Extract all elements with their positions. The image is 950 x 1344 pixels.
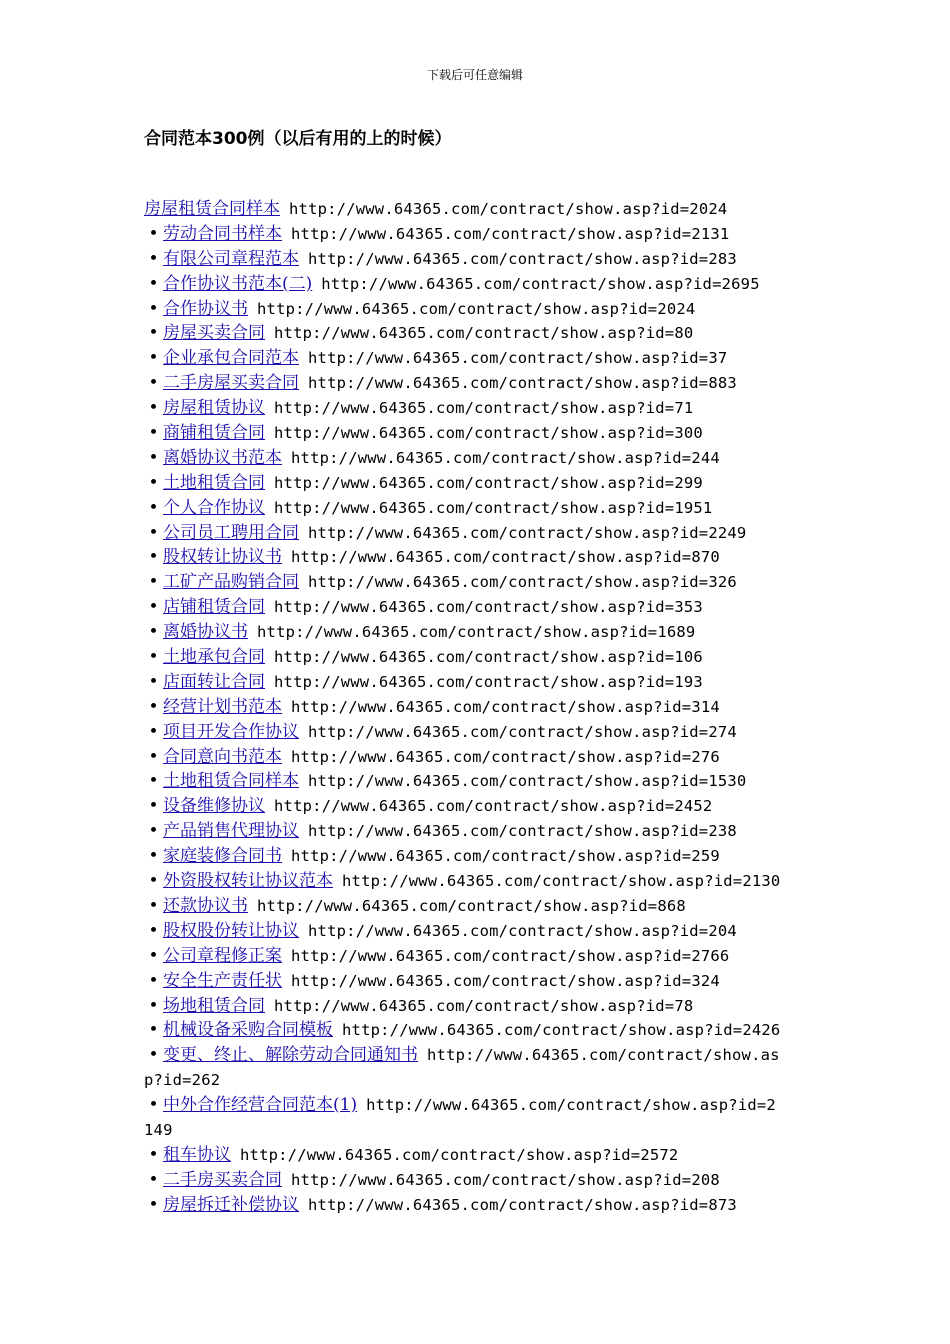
contract-link[interactable]: 租车协议 bbox=[163, 1144, 231, 1165]
bullet-icon: • bbox=[148, 846, 159, 867]
contract-link[interactable]: 劳动合同书样本 bbox=[163, 223, 282, 244]
contract-link[interactable]: 二手房屋买卖合同 bbox=[163, 373, 299, 394]
contract-url: http://www.64365.com/contract/show.asp?id=314 bbox=[291, 697, 720, 716]
contract-url: http://www.64365.com/contract/show.asp?id=274 bbox=[308, 722, 737, 741]
contract-url: http://www.64365.com/contract/show.asp?id=276 bbox=[291, 747, 720, 766]
bullet-icon: • bbox=[148, 796, 159, 817]
contract-url: http://www.64365.com/contract/show.asp?id=883 bbox=[308, 374, 737, 393]
contract-link[interactable]: 外资股权转让协议范本 bbox=[163, 871, 333, 892]
contract-url: http://www.64365.com/contract/show.asp?id=2249 bbox=[308, 523, 747, 542]
contract-link[interactable]: 房屋买卖合同 bbox=[163, 323, 265, 344]
list-item bbox=[144, 297, 844, 322]
bullet-icon: • bbox=[148, 572, 159, 593]
bullet-icon: • bbox=[148, 1169, 159, 1190]
contract-url: http://www.64365.com/contract/show.asp?id=2131 bbox=[291, 224, 730, 243]
bullet-icon: • bbox=[148, 1194, 159, 1215]
bullet-icon: • bbox=[148, 1095, 159, 1116]
contract-url: http://www.64365.com/contract/show.asp?id=1951 bbox=[274, 498, 713, 517]
list-item bbox=[144, 446, 844, 471]
list-item bbox=[144, 496, 844, 521]
bullet-icon: • bbox=[148, 721, 159, 742]
contract-url: http://www.64365.com/contract/show.asp?id=1530 bbox=[308, 772, 747, 791]
list-item bbox=[144, 944, 844, 969]
contract-url: http://www.64365.com/contract/show.asp?id=208 bbox=[291, 1170, 720, 1189]
contract-link[interactable]: 项目开发合作协议 bbox=[163, 721, 299, 742]
contract-link[interactable]: 有限公司章程范本 bbox=[163, 248, 299, 269]
bullet-icon: • bbox=[148, 970, 159, 991]
contract-url: http://www.64365.com/contract/show.asp?id=2452 bbox=[274, 797, 713, 816]
list-item bbox=[144, 769, 844, 794]
contract-url: http://www.64365.com/contract/show.asp?id=299 bbox=[274, 473, 703, 492]
contract-link[interactable]: 设备维修协议 bbox=[163, 796, 265, 817]
bullet-icon: • bbox=[148, 248, 159, 269]
contract-url: http://www.64365.com/contract/show.asp?id=244 bbox=[291, 448, 720, 467]
contract-link[interactable]: 土地租赁合同样本 bbox=[163, 771, 299, 792]
list-item bbox=[144, 620, 844, 645]
list-item bbox=[144, 1043, 784, 1093]
contract-link[interactable]: 变更、终止、解除劳动合同通知书 bbox=[163, 1045, 418, 1066]
bullet-icon: • bbox=[148, 323, 159, 344]
bullet-icon: • bbox=[148, 895, 159, 916]
bullet-icon: • bbox=[148, 472, 159, 493]
contract-url: http://www.64365.com/contract/show.asp?id=259 bbox=[291, 847, 720, 866]
list-item bbox=[144, 1168, 844, 1193]
contract-link[interactable]: 土地承包合同 bbox=[163, 647, 265, 668]
contract-url: http://www.64365.com/contract/show.asp?id=238 bbox=[308, 822, 737, 841]
bullet-icon: • bbox=[148, 821, 159, 842]
contract-url: http://www.64365.com/contract/show.asp?id=2766 bbox=[291, 946, 730, 965]
header-note: 下载后可任意编辑 bbox=[426, 68, 523, 82]
contract-link[interactable]: 店面转让合同 bbox=[163, 671, 265, 692]
contract-link[interactable]: 房屋租赁协议 bbox=[163, 398, 265, 419]
contract-url: http://www.64365.com/contract/show.asp?id=283 bbox=[308, 249, 737, 268]
list-item bbox=[144, 844, 844, 869]
bullet-icon: • bbox=[148, 671, 159, 692]
bullet-icon: • bbox=[148, 945, 159, 966]
list-item bbox=[144, 919, 844, 944]
list-item bbox=[144, 272, 844, 297]
contract-url: http://www.64365.com/contract/show.asp?id=106 bbox=[274, 648, 703, 667]
list-item bbox=[144, 197, 844, 222]
list-item bbox=[144, 595, 844, 620]
contract-link[interactable]: 家庭装修合同书 bbox=[163, 846, 282, 867]
list-item bbox=[144, 969, 844, 994]
bullet-icon: • bbox=[148, 273, 159, 294]
contract-url: http://www.64365.com/contract/show.asp?id=262 bbox=[144, 1046, 780, 1090]
contract-url: http://www.64365.com/contract/show.asp?id=353 bbox=[274, 598, 703, 617]
bullet-icon: • bbox=[148, 223, 159, 244]
bullet-icon: • bbox=[148, 298, 159, 319]
bullet-icon: • bbox=[148, 547, 159, 568]
list-item bbox=[144, 645, 844, 670]
list-item bbox=[144, 894, 844, 919]
list-item bbox=[144, 819, 844, 844]
contract-link[interactable]: 企业承包合同范本 bbox=[163, 348, 299, 369]
contract-url: http://www.64365.com/contract/show.asp?id=78 bbox=[274, 996, 694, 1015]
list-item bbox=[144, 222, 844, 247]
contract-url: http://www.64365.com/contract/show.asp?id=1689 bbox=[257, 623, 696, 642]
list-item bbox=[144, 1093, 784, 1143]
contract-link[interactable]: 离婚协议书范本 bbox=[163, 447, 282, 468]
bullet-icon: • bbox=[148, 746, 159, 767]
contract-url: http://www.64365.com/contract/show.asp?id=326 bbox=[308, 573, 737, 592]
contract-link[interactable]: 场地租赁合同 bbox=[163, 995, 265, 1016]
bullet-icon: • bbox=[148, 647, 159, 668]
contract-link[interactable]: 工矿产品购销合同 bbox=[163, 572, 299, 593]
contract-link[interactable]: 公司员工聘用合同 bbox=[163, 522, 299, 543]
contract-link[interactable]: 店铺租赁合同 bbox=[163, 597, 265, 618]
contract-link[interactable]: 还款协议书 bbox=[163, 895, 248, 916]
bullet-icon: • bbox=[148, 871, 159, 892]
contract-url: http://www.64365.com/contract/show.asp?id=300 bbox=[274, 424, 703, 443]
contract-url: http://www.64365.com/contract/show.asp?id=870 bbox=[291, 548, 720, 567]
bullet-icon: • bbox=[148, 447, 159, 468]
contract-url: http://www.64365.com/contract/show.asp?id=71 bbox=[274, 399, 694, 418]
list-item bbox=[144, 1193, 844, 1218]
list-item bbox=[144, 994, 844, 1019]
contract-link[interactable]: 离婚协议书 bbox=[163, 622, 248, 643]
document-title: 合同范本300例（以后有用的上的时候） bbox=[144, 129, 452, 149]
list-item bbox=[144, 421, 844, 446]
contract-url: http://www.64365.com/contract/show.asp?id=2130 bbox=[342, 872, 781, 891]
list-item bbox=[144, 545, 844, 570]
contract-link[interactable]: 产品销售代理协议 bbox=[163, 821, 299, 842]
list-item bbox=[144, 794, 844, 819]
list-item bbox=[144, 1018, 844, 1043]
contract-url: http://www.64365.com/contract/show.asp?id=2024 bbox=[289, 200, 728, 218]
contract-url: http://www.64365.com/contract/show.asp?id=873 bbox=[308, 1195, 737, 1214]
bullet-icon: • bbox=[148, 1144, 159, 1165]
list-item bbox=[144, 247, 844, 272]
contract-list bbox=[144, 197, 844, 1218]
bullet-icon: • bbox=[148, 1020, 159, 1041]
bullet-icon: • bbox=[148, 995, 159, 1016]
contract-link[interactable]: 经营计划书范本 bbox=[163, 696, 282, 717]
list-item bbox=[144, 471, 844, 496]
contract-url: http://www.64365.com/contract/show.asp?id=868 bbox=[257, 896, 686, 915]
contract-url: http://www.64365.com/contract/show.asp?id=324 bbox=[291, 971, 720, 990]
contract-url: http://www.64365.com/contract/show.asp?id=204 bbox=[308, 921, 737, 940]
bullet-icon: • bbox=[148, 423, 159, 444]
contract-url: http://www.64365.com/contract/show.asp?id=193 bbox=[274, 672, 703, 691]
contract-link[interactable]: 商铺租赁合同 bbox=[163, 423, 265, 444]
bullet-icon: • bbox=[148, 522, 159, 543]
contract-link[interactable]: 公司章程修正案 bbox=[163, 945, 282, 966]
contract-link[interactable]: 合作协议书 bbox=[163, 298, 248, 319]
list-item bbox=[144, 371, 844, 396]
contract-link[interactable]: 股权股份转让协议 bbox=[163, 920, 299, 941]
contract-url: http://www.64365.com/contract/show.asp?id=2149 bbox=[144, 1096, 776, 1139]
list-item bbox=[144, 321, 844, 346]
contract-url: http://www.64365.com/contract/show.asp?id=80 bbox=[274, 324, 694, 343]
contract-link[interactable]: 土地租赁合同 bbox=[163, 472, 265, 493]
bullet-icon: • bbox=[148, 497, 159, 518]
list-item bbox=[144, 346, 844, 371]
contract-link[interactable]: 安全生产责任状 bbox=[163, 970, 282, 991]
list-item bbox=[144, 670, 844, 695]
list-item bbox=[144, 396, 844, 421]
contract-link[interactable]: 个人合作协议 bbox=[163, 497, 265, 518]
bullet-icon: • bbox=[148, 696, 159, 717]
contract-url: http://www.64365.com/contract/show.asp?id=2695 bbox=[321, 274, 760, 293]
contract-link[interactable]: 合同意向书范本 bbox=[163, 746, 282, 767]
contract-url: http://www.64365.com/contract/show.asp?id=2024 bbox=[257, 299, 696, 318]
list-item bbox=[144, 869, 844, 894]
contract-link[interactable]: 合作协议书范本(二) bbox=[163, 273, 313, 294]
contract-link[interactable]: 中外合作经营合同范本(1) bbox=[163, 1095, 358, 1116]
bullet-icon: • bbox=[148, 597, 159, 618]
contract-link[interactable]: 二手房买卖合同 bbox=[163, 1169, 282, 1190]
contract-url: http://www.64365.com/contract/show.asp?id=37 bbox=[308, 349, 728, 368]
contract-link[interactable]: 股权转让协议书 bbox=[163, 547, 282, 568]
bullet-icon: • bbox=[148, 373, 159, 394]
list-item bbox=[144, 521, 844, 546]
list-item bbox=[144, 745, 844, 770]
bullet-icon: • bbox=[148, 398, 159, 419]
bullet-icon: • bbox=[148, 920, 159, 941]
contract-link[interactable]: 房屋租赁合同样本 bbox=[144, 199, 280, 219]
bullet-icon: • bbox=[148, 622, 159, 643]
bullet-icon: • bbox=[148, 348, 159, 369]
contract-link[interactable]: 房屋拆迁补偿协议 bbox=[163, 1194, 299, 1215]
list-item bbox=[144, 570, 844, 595]
contract-url: http://www.64365.com/contract/show.asp?id=2426 bbox=[342, 1021, 781, 1040]
bullet-icon: • bbox=[148, 1045, 159, 1066]
contract-link[interactable]: 机械设备采购合同模板 bbox=[163, 1020, 333, 1041]
list-item bbox=[144, 695, 844, 720]
list-item bbox=[144, 1143, 844, 1168]
list-item bbox=[144, 720, 844, 745]
bullet-icon: • bbox=[148, 771, 159, 792]
contract-url: http://www.64365.com/contract/show.asp?id=2572 bbox=[240, 1145, 679, 1164]
